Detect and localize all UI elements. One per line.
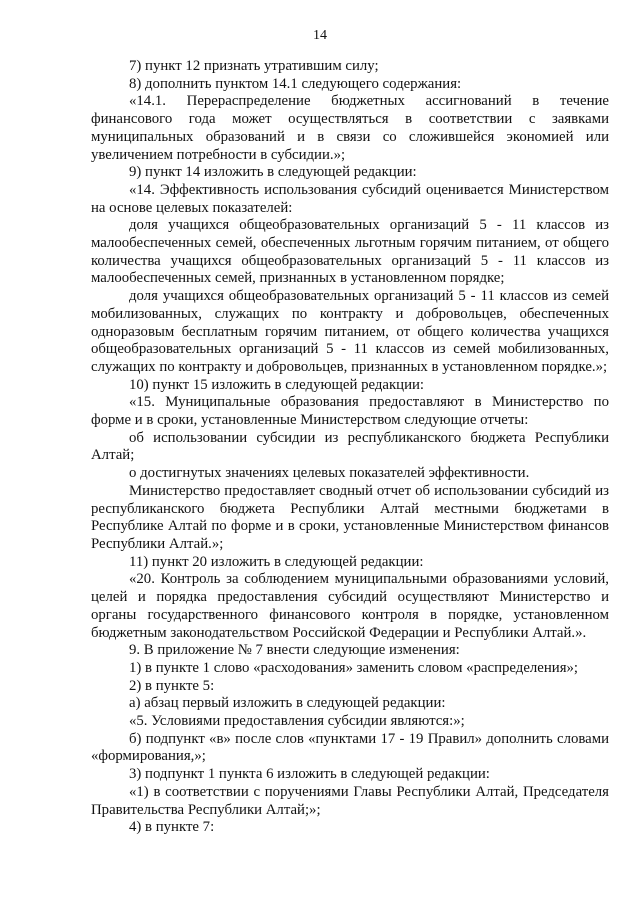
paragraph: 4) в пункте 7:: [129, 819, 215, 836]
paragraph: 2) в пункте 5:: [129, 677, 215, 694]
paragraph: «20. Контроль за соблюдением муниципальными образованиями условий, целей и порядка предоставления субсидий осуществляют Министерство и органы государственного финансового контроля в порядке, установленном бюджетным законодательством Российской Федерации и Республики Алтай.».: [91, 571, 609, 641]
paragraph: о достигнутых значениях целевых показателей эффективности.: [129, 465, 530, 482]
paragraph: «14.1. Перераспределение бюджетных ассигнований в течение финансового года может осуществляться в соответствии с заявками муниципальных образований и в связи со сложившейся экономией или увеличением потребности в субсидии.»;: [91, 93, 609, 163]
paragraph: 7) пункт 12 признать утратившим силу;: [129, 58, 379, 74]
paragraph: 9. В приложение № 7 внести следующие изменения:: [129, 642, 460, 659]
paragraph: б) подпункт «в» после слов «пунктами 17 - 19 Правил» дополнить словами «формирования,»;: [91, 730, 609, 765]
paragraph: «5. Условиями предоставления субсидии являются:»;: [129, 713, 465, 730]
paragraph: об использовании субсидии из республиканского бюджета Республики Алтай;: [91, 429, 609, 464]
paragraph: доля учащихся общеобразовательных организаций 5 - 11 классов из малообеспеченных семей, обеспеченных льготным горячим питанием, от общего количества учащихся общеобразовательных организаций 5 - 11 классов из малообеспеченных семей, признанных в установленном порядке;: [91, 217, 609, 287]
paragraph: 8) дополнить пунктом 14.1 следующего содержания:: [129, 75, 462, 92]
paragraph: 3) подпункт 1 пункта 6 изложить в следующей редакции:: [129, 766, 490, 783]
document-body: [91, 58, 609, 837]
paragraph: «1) в соответствии с поручениями Главы Республики Алтай, Председателя Правительства Республики Алтай;»;: [91, 783, 609, 818]
paragraph: «15. Муниципальные образования предоставляют в Министерство по форме и в сроки, установленные Министерством следующие отчеты:: [91, 394, 609, 429]
page-number: 14: [313, 28, 327, 43]
paragraph: 1) в пункте 1 слово «расходования» заменить словом «распределения»;: [129, 659, 579, 676]
paragraph: Министерство предоставляет сводный отчет об использовании субсидий из республиканского бюджета Республики Алтай местными бюджетами в Республике Алтай по форме и в сроки, установленные Министерством финансов Республики Алтай.»;: [91, 482, 609, 552]
paragraph: «14. Эффективность использования субсидий оценивается Министерством на основе целевых показателей:: [91, 181, 609, 216]
paragraph: 9) пункт 14 изложить в следующей редакции:: [129, 164, 417, 181]
paragraph: 10) пункт 15 изложить в следующей редакции:: [129, 376, 425, 393]
paragraph: доля учащихся общеобразовательных организаций 5 - 11 классов из семей мобилизованных, служащих по контракту и добровольцев, обеспеченных одноразовым бесплатным горячим питанием, от общего количества учащихся общеобразовательных организаций 5 - 11 классов из семей мобилизованных, служащих по контракту и добровольцев, признанных в установленном порядке.»;: [91, 288, 609, 375]
paragraph: а) абзац первый изложить в следующей редакции:: [129, 695, 446, 712]
paragraph: 11) пункт 20 изложить в следующей редакции:: [129, 553, 424, 570]
